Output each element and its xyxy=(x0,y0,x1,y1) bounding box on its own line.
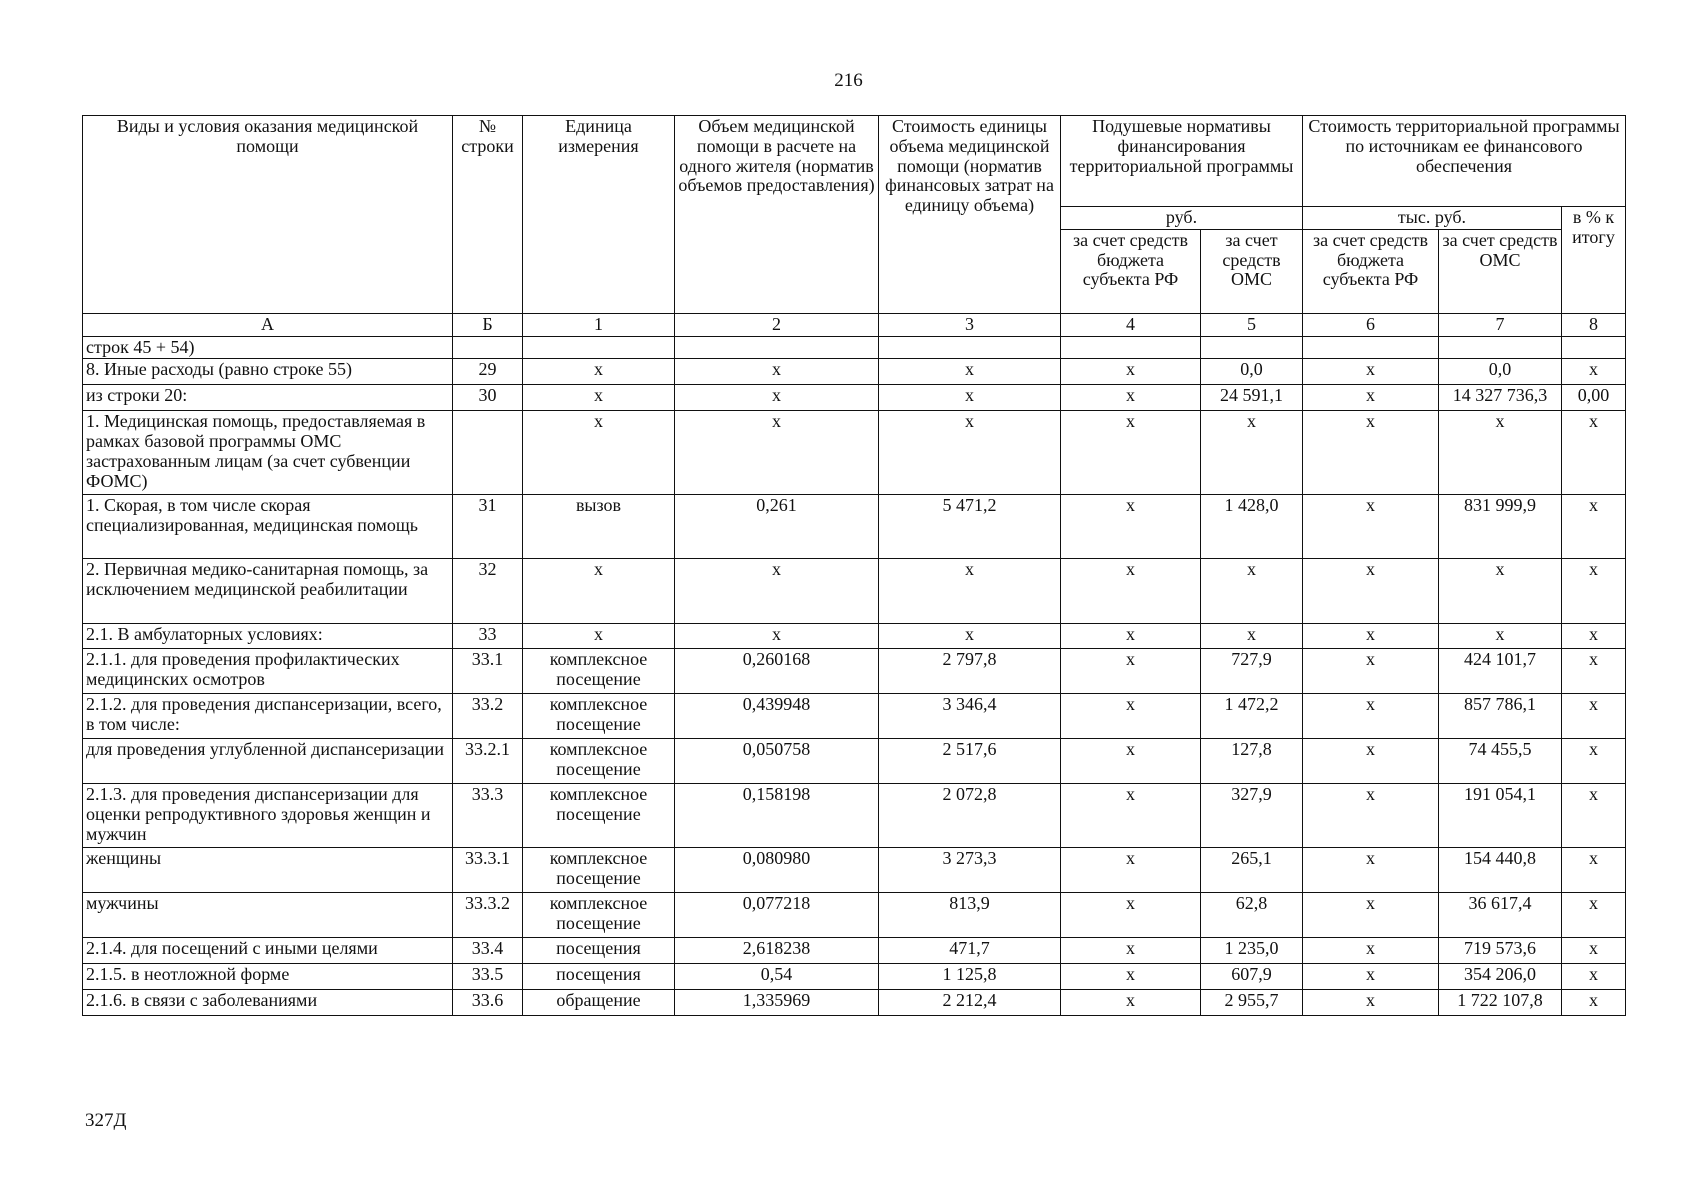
table-row xyxy=(83,990,1626,1016)
table-row xyxy=(83,694,1626,739)
per-capita-oms-cell: 265,1 xyxy=(1201,848,1303,893)
row-name-cell: 2.1.6. в связи с заболеваниями xyxy=(83,990,453,1016)
row-number-cell: 32 xyxy=(453,559,523,624)
program-budget-cell: х xyxy=(1303,495,1439,559)
unit-cell: комплексное посещение xyxy=(523,848,675,893)
row-name-cell: женщины xyxy=(83,848,453,893)
volume-cell: 0,439948 xyxy=(675,694,879,739)
per-capita-budget-cell: х xyxy=(1061,990,1201,1016)
per-capita-budget-cell: х xyxy=(1061,784,1201,848)
header-volume: Объем медицинской помощи в расчете на одного жителя (норматив объемов предоставления) xyxy=(675,116,879,314)
index-cell: 7 xyxy=(1439,313,1562,336)
per-capita-budget-cell xyxy=(1061,336,1201,359)
row-number-cell: 29 xyxy=(453,359,523,385)
table-row xyxy=(83,848,1626,893)
table-row xyxy=(83,336,1626,359)
unit-cost-cell: х xyxy=(879,559,1061,624)
per-capita-budget-cell: х xyxy=(1061,739,1201,784)
table-row xyxy=(83,964,1626,990)
program-budget-cell xyxy=(1303,336,1439,359)
row-name-cell: 1. Скорая, в том числе скорая специализированная, медицинская помощь xyxy=(83,495,453,559)
header-budget-rf-2: за счет средств бюджета субъекта РФ xyxy=(1303,229,1439,313)
percent-cell: х xyxy=(1562,411,1626,495)
volume-cell: 0,050758 xyxy=(675,739,879,784)
per-capita-oms-cell: х xyxy=(1201,411,1303,495)
percent-cell: х xyxy=(1562,990,1626,1016)
unit-cost-cell: 2 212,4 xyxy=(879,990,1061,1016)
program-budget-cell: х xyxy=(1303,990,1439,1016)
percent-cell: х xyxy=(1562,559,1626,624)
header-per-capita: Подушевые нормативы финансирования территориальной программы xyxy=(1061,116,1303,207)
unit-cost-cell: 5 471,2 xyxy=(879,495,1061,559)
row-name-cell: из строки 20: xyxy=(83,385,453,411)
row-name-cell: 8. Иные расходы (равно строке 55) xyxy=(83,359,453,385)
per-capita-budget-cell: х xyxy=(1061,649,1201,694)
row-name-cell: 1. Медицинская помощь, предоставляемая в рамках базовой программы ОМС застрахованным лицам (за счет субвенции ФОМС) xyxy=(83,411,453,495)
unit-cell: х xyxy=(523,411,675,495)
unit-cost-cell: 2 797,8 xyxy=(879,649,1061,694)
row-number-cell: 33.1 xyxy=(453,649,523,694)
unit-cost-cell: х xyxy=(879,385,1061,411)
program-oms-cell: 14 327 736,3 xyxy=(1439,385,1562,411)
index-row xyxy=(83,313,1626,336)
unit-cost-cell: 813,9 xyxy=(879,893,1061,938)
program-oms-cell: 1 722 107,8 xyxy=(1439,990,1562,1016)
volume-cell: 0,077218 xyxy=(675,893,879,938)
unit-cost-cell: 3 346,4 xyxy=(879,694,1061,739)
percent-cell: 0,00 xyxy=(1562,385,1626,411)
program-budget-cell: х xyxy=(1303,385,1439,411)
volume-cell: 0,54 xyxy=(675,964,879,990)
per-capita-budget-cell: х xyxy=(1061,495,1201,559)
program-oms-cell: х xyxy=(1439,559,1562,624)
per-capita-budget-cell: х xyxy=(1061,359,1201,385)
percent-cell: х xyxy=(1562,649,1626,694)
row-number-cell: 30 xyxy=(453,385,523,411)
table-row xyxy=(83,359,1626,385)
program-oms-cell: 74 455,5 xyxy=(1439,739,1562,784)
per-capita-oms-cell: х xyxy=(1201,624,1303,649)
unit-cost-cell: 2 072,8 xyxy=(879,784,1061,848)
unit-cost-cell: х xyxy=(879,411,1061,495)
row-number-cell: 33.4 xyxy=(453,938,523,964)
unit-cell: комплексное посещение xyxy=(523,784,675,848)
per-capita-oms-cell: 62,8 xyxy=(1201,893,1303,938)
program-budget-cell: х xyxy=(1303,411,1439,495)
row-name-cell: 2.1.2. для проведения диспансеризации, всего, в том числе: xyxy=(83,694,453,739)
table-row xyxy=(83,559,1626,624)
table-body xyxy=(83,313,1626,1016)
row-name-cell: 2.1.4. для посещений с иными целями xyxy=(83,938,453,964)
program-oms-cell: 36 617,4 xyxy=(1439,893,1562,938)
percent-cell: х xyxy=(1562,359,1626,385)
unit-cell: комплексное посещение xyxy=(523,694,675,739)
per-capita-budget-cell: х xyxy=(1061,559,1201,624)
row-name-cell: 2.1.5. в неотложной форме xyxy=(83,964,453,990)
index-cell: 8 xyxy=(1562,313,1626,336)
volume-cell: 0,158198 xyxy=(675,784,879,848)
volume-cell: х xyxy=(675,559,879,624)
per-capita-oms-cell: 0,0 xyxy=(1201,359,1303,385)
program-budget-cell: х xyxy=(1303,694,1439,739)
unit-cost-cell: х xyxy=(879,624,1061,649)
table-row xyxy=(83,411,1626,495)
row-number-cell: 33.2.1 xyxy=(453,739,523,784)
unit-cost-cell: 1 125,8 xyxy=(879,964,1061,990)
program-budget-cell: х xyxy=(1303,359,1439,385)
per-capita-oms-cell: 2 955,7 xyxy=(1201,990,1303,1016)
page-number: 216 xyxy=(834,70,863,91)
per-capita-oms-cell: 24 591,1 xyxy=(1201,385,1303,411)
percent-cell: х xyxy=(1562,694,1626,739)
index-cell: 6 xyxy=(1303,313,1439,336)
header-oms-2: за счет средств ОМС xyxy=(1439,229,1562,313)
program-budget-cell: х xyxy=(1303,784,1439,848)
unit-cost-cell xyxy=(879,336,1061,359)
program-budget-cell: х xyxy=(1303,649,1439,694)
index-cell: 1 xyxy=(523,313,675,336)
percent-cell: х xyxy=(1562,739,1626,784)
index-cell: 3 xyxy=(879,313,1061,336)
table-row xyxy=(83,893,1626,938)
program-oms-cell: 354 206,0 xyxy=(1439,964,1562,990)
program-oms-cell: 719 573,6 xyxy=(1439,938,1562,964)
table-row xyxy=(83,784,1626,848)
volume-cell: 0,260168 xyxy=(675,649,879,694)
unit-cost-cell: 2 517,6 xyxy=(879,739,1061,784)
header-oms: за счет средств ОМС xyxy=(1201,229,1303,313)
row-name-cell: 2.1.1. для проведения профилактических медицинских осмотров xyxy=(83,649,453,694)
per-capita-oms-cell: 1 428,0 xyxy=(1201,495,1303,559)
unit-cell: вызов xyxy=(523,495,675,559)
header-program-cost: Стоимость территориальной программы по источникам ее финансового обеспечения xyxy=(1303,116,1626,207)
per-capita-budget-cell: х xyxy=(1061,385,1201,411)
percent-cell xyxy=(1562,336,1626,359)
index-cell: А xyxy=(83,313,453,336)
per-capita-oms-cell: 1 472,2 xyxy=(1201,694,1303,739)
program-budget-cell: х xyxy=(1303,559,1439,624)
per-capita-budget-cell: х xyxy=(1061,694,1201,739)
program-oms-cell: 831 999,9 xyxy=(1439,495,1562,559)
program-oms-cell: 0,0 xyxy=(1439,359,1562,385)
unit-cell: комплексное посещение xyxy=(523,739,675,784)
unit-cell: х xyxy=(523,385,675,411)
document-code: 327Д xyxy=(85,1110,127,1131)
percent-cell: х xyxy=(1562,964,1626,990)
unit-cell xyxy=(523,336,675,359)
table-row xyxy=(83,624,1626,649)
row-number-cell: 33.5 xyxy=(453,964,523,990)
volume-cell: 0,080980 xyxy=(675,848,879,893)
volume-cell: 0,261 xyxy=(675,495,879,559)
volume-cell: х xyxy=(675,385,879,411)
row-number-cell xyxy=(453,411,523,495)
volume-cell: х xyxy=(675,624,879,649)
percent-cell: х xyxy=(1562,848,1626,893)
per-capita-oms-cell: 1 235,0 xyxy=(1201,938,1303,964)
per-capita-budget-cell: х xyxy=(1061,893,1201,938)
per-capita-budget-cell: х xyxy=(1061,938,1201,964)
row-number-cell: 33.3 xyxy=(453,784,523,848)
row-name-cell: 2. Первичная медико-санитарная помощь, за исключением медицинской реабилитации xyxy=(83,559,453,624)
percent-cell: х xyxy=(1562,495,1626,559)
unit-cell: посещения xyxy=(523,938,675,964)
row-number-cell: 33 xyxy=(453,624,523,649)
header-thous-rub: тыс. руб. xyxy=(1303,207,1562,230)
index-cell: 4 xyxy=(1061,313,1201,336)
table-row xyxy=(83,739,1626,784)
per-capita-budget-cell: х xyxy=(1061,964,1201,990)
program-oms-cell: 424 101,7 xyxy=(1439,649,1562,694)
index-cell: 2 xyxy=(675,313,879,336)
row-name-cell: строк 45 + 54) xyxy=(83,336,453,359)
program-oms-cell: 857 786,1 xyxy=(1439,694,1562,739)
program-budget-cell: х xyxy=(1303,848,1439,893)
unit-cost-cell: 471,7 xyxy=(879,938,1061,964)
row-number-cell: 33.3.1 xyxy=(453,848,523,893)
table-row xyxy=(83,495,1626,559)
per-capita-budget-cell: х xyxy=(1061,411,1201,495)
table-row xyxy=(83,385,1626,411)
per-capita-oms-cell: 327,9 xyxy=(1201,784,1303,848)
header-unit: Единица измерения xyxy=(523,116,675,314)
per-capita-oms-cell: 607,9 xyxy=(1201,964,1303,990)
header-rub: руб. xyxy=(1061,207,1303,230)
volume-cell: 1,335969 xyxy=(675,990,879,1016)
table-row xyxy=(83,649,1626,694)
unit-cost-cell: х xyxy=(879,359,1061,385)
header-cost: Стоимость единицы объема медицинской помощи (норматив финансовых затрат на единицу объема) xyxy=(879,116,1061,314)
percent-cell: х xyxy=(1562,938,1626,964)
program-oms-cell xyxy=(1439,336,1562,359)
header-types: Виды и условия оказания медицинской помощи xyxy=(83,116,453,314)
volume-cell: х xyxy=(675,411,879,495)
per-capita-oms-cell: х xyxy=(1201,559,1303,624)
row-name-cell: 2.1. В амбулаторных условиях: xyxy=(83,624,453,649)
volume-cell: 2,618238 xyxy=(675,938,879,964)
row-number-cell: 33.2 xyxy=(453,694,523,739)
unit-cell: комплексное посещение xyxy=(523,893,675,938)
per-capita-oms-cell: 127,8 xyxy=(1201,739,1303,784)
row-name-cell: для проведения углубленной диспансеризации xyxy=(83,739,453,784)
program-budget-cell: х xyxy=(1303,938,1439,964)
unit-cell: обращение xyxy=(523,990,675,1016)
program-oms-cell: х xyxy=(1439,411,1562,495)
header-budget-rf: за счет средств бюджета субъекта РФ xyxy=(1061,229,1201,313)
percent-cell: х xyxy=(1562,784,1626,848)
unit-cell: посещения xyxy=(523,964,675,990)
per-capita-oms-cell: 727,9 xyxy=(1201,649,1303,694)
volume-cell xyxy=(675,336,879,359)
row-number-cell: 33.6 xyxy=(453,990,523,1016)
program-oms-cell: 191 054,1 xyxy=(1439,784,1562,848)
unit-cell: х xyxy=(523,624,675,649)
percent-cell: х xyxy=(1562,624,1626,649)
table-row xyxy=(83,938,1626,964)
row-number-cell xyxy=(453,336,523,359)
program-budget-cell: х xyxy=(1303,739,1439,784)
unit-cell: комплексное посещение xyxy=(523,649,675,694)
index-cell: 5 xyxy=(1201,313,1303,336)
program-budget-cell: х xyxy=(1303,964,1439,990)
header-row-no: № строки xyxy=(453,116,523,314)
row-name-cell: 2.1.3. для проведения диспансеризации для оценки репродуктивного здоровья женщин и мужчин xyxy=(83,784,453,848)
program-budget-cell: х xyxy=(1303,624,1439,649)
unit-cell: х xyxy=(523,359,675,385)
volume-cell: х xyxy=(675,359,879,385)
per-capita-oms-cell xyxy=(1201,336,1303,359)
program-budget-cell: х xyxy=(1303,893,1439,938)
row-number-cell: 31 xyxy=(453,495,523,559)
medical-care-table xyxy=(82,115,1626,1016)
header-percent: в % к итогу xyxy=(1562,207,1626,314)
program-oms-cell: х xyxy=(1439,624,1562,649)
index-cell: Б xyxy=(453,313,523,336)
per-capita-budget-cell: х xyxy=(1061,624,1201,649)
row-number-cell: 33.3.2 xyxy=(453,893,523,938)
row-name-cell: мужчины xyxy=(83,893,453,938)
program-oms-cell: 154 440,8 xyxy=(1439,848,1562,893)
unit-cell: х xyxy=(523,559,675,624)
percent-cell: х xyxy=(1562,893,1626,938)
unit-cost-cell: 3 273,3 xyxy=(879,848,1061,893)
per-capita-budget-cell: х xyxy=(1061,848,1201,893)
